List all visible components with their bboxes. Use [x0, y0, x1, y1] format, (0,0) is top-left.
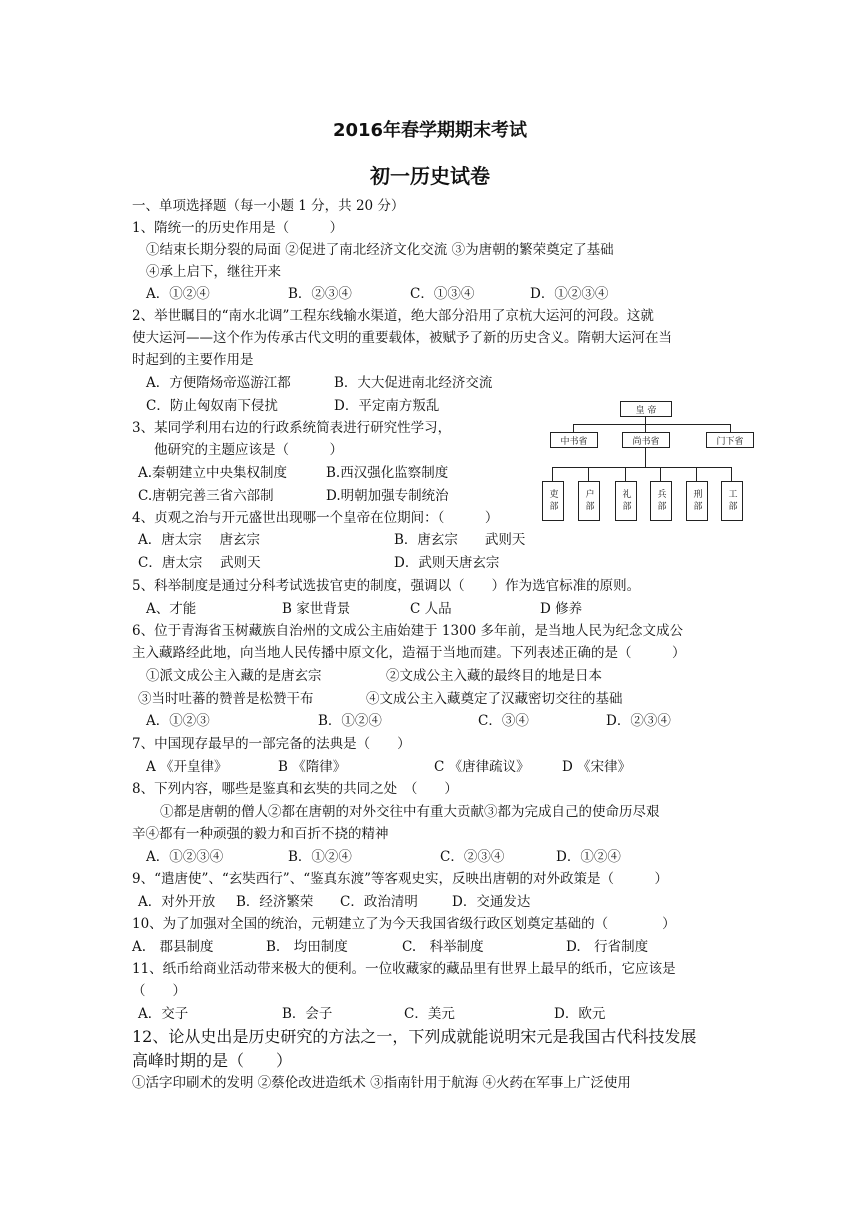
org-shangshu: 尚书省 — [622, 432, 670, 448]
org-hubu: 户部 — [578, 481, 600, 521]
org-xingbu: 刑部 — [686, 481, 708, 521]
question-8-statements: ①都是唐朝的僧人②都在唐朝的对外交往中有重大贡献③都为完成自己的使命历尽艰 — [160, 804, 660, 820]
org-emperor: 皇 帝 — [620, 401, 672, 417]
question-6-option-c: C．③④ — [478, 713, 529, 729]
question-12-stem: 12、论从史出是历史研究的方法之一，下列成就能说明宋元是我国古代科技发展 — [132, 1027, 697, 1046]
question-1-option-c: C．①③④ — [410, 286, 475, 302]
question-7-option-b: B 《隋律》 — [278, 759, 347, 775]
question-10-option-b: B. 均田制度 — [266, 939, 348, 955]
question-7-option-a: A 《开皇律》 — [146, 759, 228, 775]
question-6-stem: 6、位于青海省玉树藏族自治州的文成公主庙始建于 1300 多年前，是当地人民为纪念文成公 — [132, 623, 684, 639]
question-6-option-b: B．①②④ — [318, 713, 382, 729]
org-connector — [645, 447, 646, 467]
question-8-option-c: C．②③④ — [440, 849, 505, 865]
question-12-stem: 高峰时期的是（ ） — [132, 1051, 293, 1070]
org-libu-personnel: 吏部 — [542, 481, 564, 521]
question-6-option-d: D．②③④ — [606, 713, 671, 729]
question-2-option-d: D．平定南方叛乱 — [334, 398, 440, 414]
question-12-statements: ①活字印刷术的发明 ②蔡伦改进造纸术 ③指南针用于航海 ④火药在军事上广泛使用 — [132, 1075, 631, 1091]
exam-title: 2016年春学期期末考试 — [332, 120, 528, 141]
question-10-option-a: A. 郡县制度 — [132, 939, 214, 955]
question-10-option-d: D. 行省制度 — [566, 939, 649, 955]
question-4-stem: 4、贞观之治与开元盛世出现哪一个皇帝在位期间：（ ） — [132, 510, 499, 526]
question-1-stem: 1、隋统一的历史作用是（ ） — [132, 220, 344, 236]
org-bingbu: 兵部 — [650, 481, 672, 521]
question-3-stem: 他研究的主题应该是（ ） — [154, 442, 343, 458]
question-9-stem: 9、“遣唐使”、“玄奘西行”、“鉴真东渡”等客观史实，反映出唐朝的对外政策是（ ） — [132, 871, 668, 887]
question-8-statements: 辛④都有一种顽强的毅力和百折不挠的精神 — [132, 826, 389, 842]
question-3-stem: 3、某同学利用右边的行政系统简表进行研究性学习， — [132, 420, 452, 436]
question-3-option-d: D.明朝加强专制统治 — [326, 488, 449, 504]
question-2-option-c: C．防止匈奴南下侵扰 — [146, 398, 278, 414]
org-connector — [552, 467, 732, 468]
question-11-stem: （ ） — [132, 983, 186, 999]
question-4-option-a: A．唐太宗 唐玄宗 — [138, 532, 261, 548]
org-connector — [573, 424, 574, 432]
question-4-option-b: B．唐玄宗 武则天 — [394, 532, 526, 548]
question-5-option-b: B 家世背景 — [282, 601, 351, 617]
question-11-stem: 11、纸币给商业活动带来极大的便利。一位收藏家的藏品里有世界上最早的纸币，它应该是 — [132, 961, 676, 977]
org-connector — [696, 467, 697, 481]
question-7-stem: 7、中国现存最早的一部完备的法典是（ ） — [132, 736, 411, 752]
question-4-option-d: D．武则天唐玄宗 — [394, 555, 500, 571]
question-6-stem: 主入藏路经此地，向当地人民传播中原文化，造福于当地而建。下列表述正确的是（ ） — [132, 645, 686, 661]
question-1-statements: ①结束长期分裂的局面 ②促进了南北经济文化交流 ③为唐朝的繁荣奠定了基础 — [146, 242, 614, 258]
question-4-option-c: C．唐太宗 武则天 — [138, 555, 261, 571]
question-6-statement-4: ④文成公主入藏奠定了汉藏密切交往的基础 — [366, 691, 623, 707]
org-zhongshu: 中书省 — [550, 432, 598, 448]
question-3-option-c: C.唐朝完善三省六部制 — [138, 488, 274, 504]
question-11-option-b: B．会子 — [282, 1006, 333, 1022]
question-11-option-d: D．欧元 — [554, 1006, 606, 1022]
org-connector — [645, 424, 646, 432]
question-6-option-a: A．①②③ — [146, 713, 210, 729]
question-1-option-a: A．①②④ — [146, 286, 210, 302]
question-3-option-a: A.秦朝建立中央集权制度 — [138, 465, 288, 481]
question-1-option-b: B．②③④ — [288, 286, 352, 302]
question-6-statement-3: ③当时吐蕃的赞普是松赞干布 — [138, 691, 314, 707]
question-8-stem: 8、下列内容，哪些是鉴真和玄奘的共同之处 （ ） — [132, 781, 458, 797]
org-connector — [731, 467, 732, 481]
exam-subtitle: 初一历史试卷 — [370, 164, 490, 188]
question-10-stem: 10、为了加强对全国的统治，元朝建立了为今天我国省级行政区划奠定基础的（ ） — [132, 916, 676, 932]
question-8-option-b: B．①②④ — [288, 849, 352, 865]
question-7-option-d: D 《宋律》 — [562, 759, 632, 775]
question-2-option-a: A．方便隋炀帝巡游江都 — [146, 375, 291, 391]
question-11-option-c: C．美元 — [404, 1006, 455, 1022]
question-8-option-a: A．①②③④ — [146, 849, 224, 865]
question-1-option-d: D．①②③④ — [530, 286, 609, 302]
question-3-option-b: B.西汉强化监察制度 — [326, 465, 449, 481]
org-connector — [660, 467, 661, 481]
org-connector — [730, 424, 731, 432]
question-9-option-a: A．对外开放 — [138, 894, 216, 910]
administrative-system-chart — [540, 400, 750, 530]
org-connector — [573, 424, 731, 425]
org-connector — [552, 467, 553, 481]
org-menxia: 门下省 — [706, 432, 754, 448]
question-5-option-a: A、才能 — [146, 601, 197, 617]
question-6-statement-2: ②文成公主入藏的最终目的地是日本 — [386, 668, 602, 684]
question-2-stem: 时起到的主要作用是 — [132, 352, 254, 368]
org-libu-rites: 礼部 — [615, 481, 637, 521]
question-8-option-d: D．①②④ — [556, 849, 621, 865]
question-11-option-a: A．交子 — [138, 1006, 189, 1022]
question-5-stem: 5、科举制度是通过分科考试选拔官吏的制度，强调以（ ）作为选官标准的原则。 — [132, 578, 641, 594]
question-2-stem: 使大运河——这个作为传承古代文明的重要载体，被赋予了新的历史含义。隋朝大运河在当 — [132, 330, 672, 346]
org-connector — [625, 467, 626, 481]
question-2-stem: 2、举世瞩目的“南水北调”工程东线输水渠道，绝大部分沿用了京杭大运河的河段。这就 — [132, 308, 654, 324]
org-gongbu: 工部 — [721, 481, 743, 521]
question-1-statements: ④承上启下，继往开来 — [146, 264, 281, 280]
question-9-option-d: D．交通发达 — [452, 894, 531, 910]
question-5-option-d: D 修养 — [540, 601, 583, 617]
question-5-option-c: C 人品 — [410, 601, 452, 617]
question-9-option-c: C．政治清明 — [340, 894, 418, 910]
question-6-statement-1: ①派文成公主入藏的是唐玄宗 — [146, 668, 322, 684]
question-9-option-b: B．经济繁荣 — [236, 894, 314, 910]
question-10-option-c: C. 科举制度 — [402, 939, 484, 955]
question-7-option-c: C 《唐律疏议》 — [434, 759, 530, 775]
org-connector — [645, 416, 646, 424]
org-connector — [588, 467, 589, 481]
section-heading: 一、单项选择题（每一小题 1 分，共 20 分） — [132, 198, 405, 214]
question-2-option-b: B．大大促进南北经济交流 — [334, 375, 493, 391]
